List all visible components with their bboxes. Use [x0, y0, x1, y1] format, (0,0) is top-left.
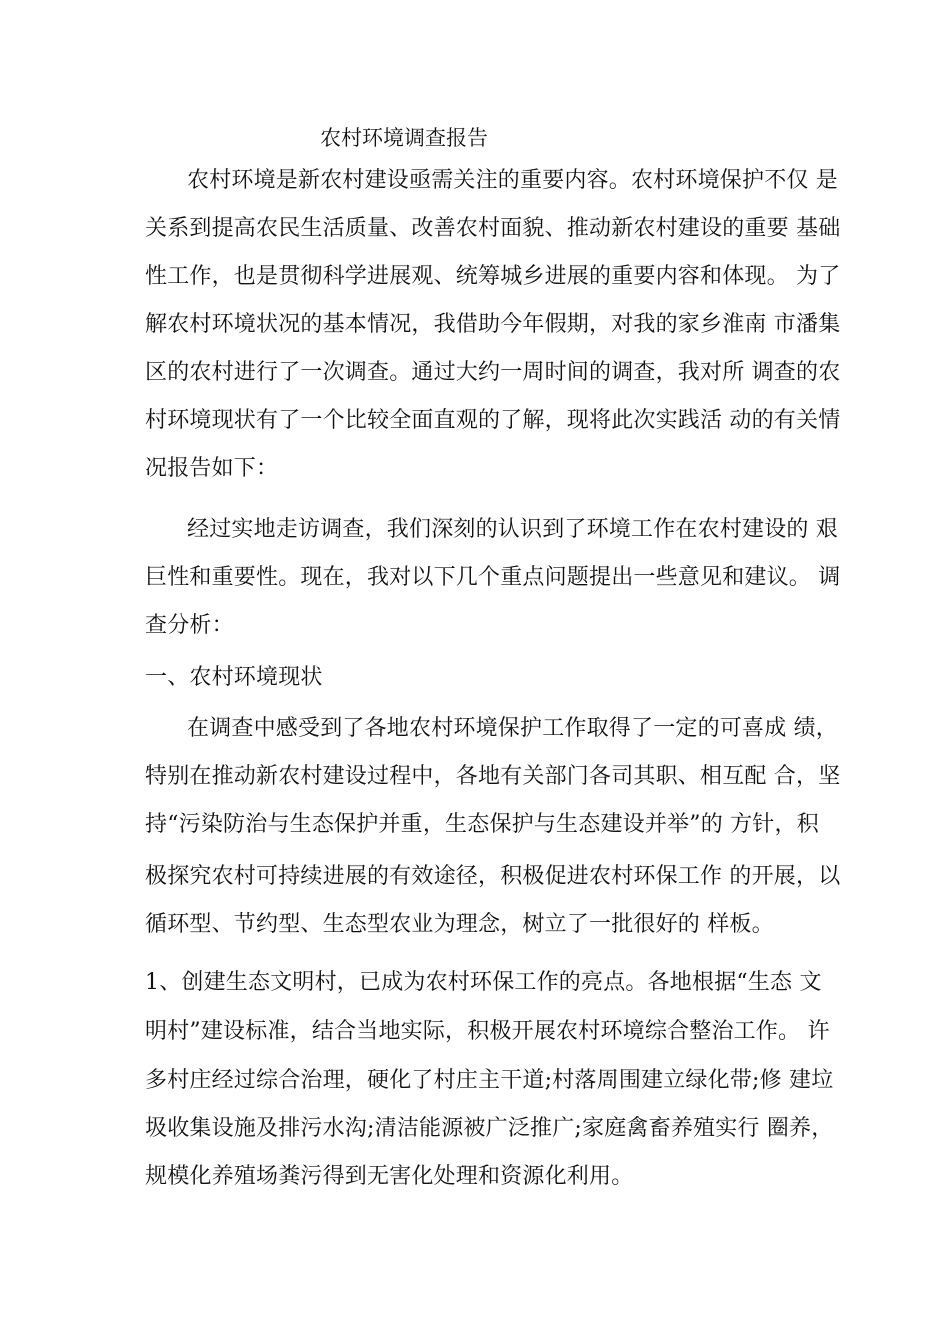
- paragraph-line: 规模化养殖场粪污得到无害化处理和资源化利用。: [145, 1164, 634, 1189]
- section-heading: 一、农村环境现状: [145, 665, 323, 690]
- paragraph-line: 巨性和重要性。现在，我对以下几个重点问题提出一些意见和建议。 调: [145, 565, 841, 590]
- paragraph-line: 明村”建设标准，结合当地实际，积极开展农村环境综合整治工作。 许: [145, 1019, 830, 1044]
- paragraph-line: 解农村环境状况的基本情况，我借助今年假期，对我的家乡淮南 市潘集: [145, 312, 841, 337]
- document-title: 农村环境调查报告: [320, 126, 488, 150]
- paragraph-line: 性工作，也是贯彻科学进展观、统筹城乡进展的重要内容和体现。 为了: [145, 264, 841, 289]
- paragraph-line: 特别在推动新农村建设过程中，各地有关部门各司其职、相互配 合，坚: [145, 764, 841, 789]
- paragraph-line: 1、创建生态文明村，已成为农村环保工作的亮点。各地根据“生态 文: [145, 970, 822, 995]
- paragraph-line: 多村庄经过综合治理，硬化了村庄主干道;村落周围建立绿化带;修 建垃: [145, 1068, 834, 1093]
- paragraph-line: 经过实地走访调查，我们深刻的认识到了环境工作在农村建设的 艰: [187, 517, 838, 542]
- paragraph-line: 况报告如下：: [145, 456, 279, 481]
- paragraph-line: 在调查中感受到了各地农村环境保护工作取得了一定的可喜成 绩，: [187, 716, 838, 741]
- paragraph-line: 农村环境是新农村建设亟需关注的重要内容。农村环境保护不仅 是: [187, 168, 838, 193]
- paragraph-line: 极探究农村可持续进展的有效途径，积极促进农村环保工作 的开展，以: [145, 864, 841, 889]
- paragraph-line: 村环境现状有了一个比较全面直观的了解，现将此次实践活 动的有关情: [145, 408, 841, 433]
- paragraph-line: 循环型、节约型、生态型农业为理念，树立了一批很好的 样板。: [145, 912, 774, 937]
- paragraph-line: 圾收集设施及排污水沟;清洁能源被广泛推广;家庭禽畜养殖实行 圈养，: [145, 1116, 834, 1141]
- paragraph-line: 关系到提高农民生活质量、改善农村面貌、推动新农村建设的重要 基础: [145, 216, 841, 241]
- paragraph-line: 区的农村进行了一次调查。通过大约一周时间的调查，我对所 调查的农: [145, 360, 841, 385]
- paragraph-line: 持“污染防治与生态保护并重，生态保护与生态建设并举”的 方针，积: [145, 812, 819, 837]
- paragraph-line: 查分析：: [145, 613, 234, 638]
